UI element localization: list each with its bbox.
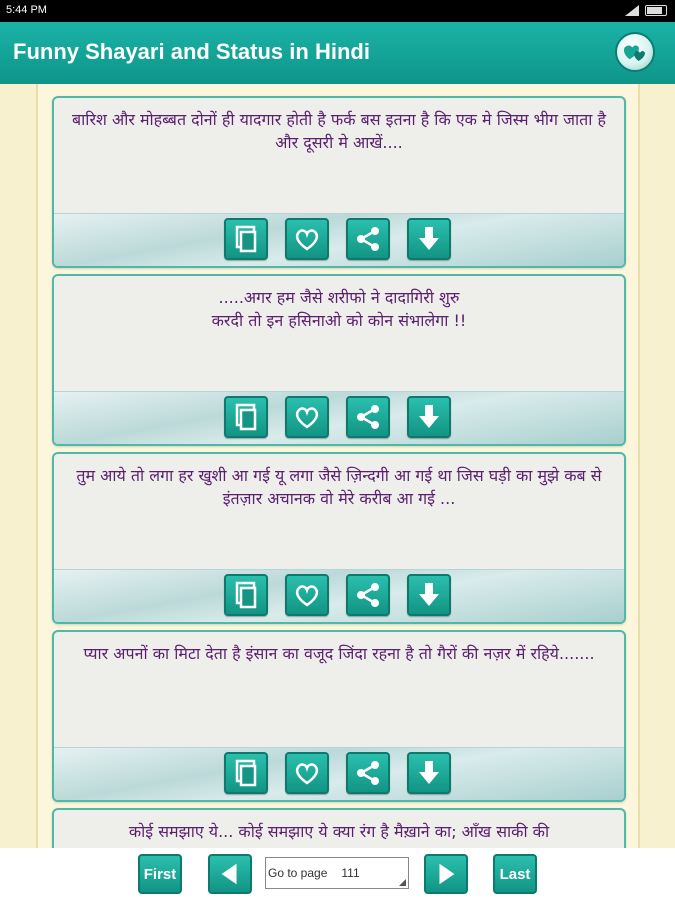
card-action-bar bbox=[54, 569, 624, 622]
shayari-card bbox=[52, 808, 626, 848]
download-button[interactable] bbox=[407, 396, 451, 438]
favorite-button[interactable] bbox=[285, 218, 329, 260]
download-icon bbox=[414, 758, 444, 788]
download-icon bbox=[414, 402, 444, 432]
app-title: Funny Shayari and Status in Hindi bbox=[13, 39, 370, 64]
copy-icon bbox=[231, 758, 261, 788]
last-page-button[interactable] bbox=[493, 854, 537, 894]
next-page-button[interactable] bbox=[424, 854, 468, 894]
shayari-text: प्यार अपनों का मिटा देता है इंसान का वजूद जिंदा रहना है तो गैरों की नज़र में रहिये....... bbox=[83, 644, 595, 663]
status-time: 5:44 PM bbox=[6, 4, 47, 16]
copy-button[interactable] bbox=[224, 574, 268, 616]
share-icon bbox=[353, 224, 383, 254]
copy-icon bbox=[231, 402, 261, 432]
goto-page-value: 111 bbox=[341, 866, 360, 880]
copy-button[interactable] bbox=[224, 218, 268, 260]
card-action-bar bbox=[54, 391, 624, 444]
share-button[interactable] bbox=[346, 396, 390, 438]
download-button[interactable] bbox=[407, 218, 451, 260]
shayari-text: कोई समझाए ये... कोई समझाए ये क्या रंग है मैख़ाने का; आँख साकी की bbox=[128, 822, 550, 841]
download-icon bbox=[414, 580, 444, 610]
last-page-label: Last bbox=[499, 865, 531, 883]
signal-icon bbox=[625, 5, 639, 16]
card-action-bar bbox=[54, 747, 624, 800]
download-button[interactable] bbox=[407, 752, 451, 794]
download-icon bbox=[414, 224, 444, 254]
download-button[interactable] bbox=[407, 574, 451, 616]
arrow-left-icon bbox=[216, 860, 244, 888]
previous-page-button[interactable] bbox=[208, 854, 252, 894]
share-icon bbox=[353, 402, 383, 432]
first-page-button[interactable] bbox=[138, 854, 182, 894]
share-button[interactable] bbox=[346, 752, 390, 794]
shayari-card bbox=[52, 274, 626, 446]
status-bar bbox=[0, 0, 675, 22]
goto-page-label: Go to page bbox=[268, 866, 328, 880]
share-button[interactable] bbox=[346, 218, 390, 260]
shayari-text: तुम आये तो लगा हर खुशी आ गई यू लगा जैसे ज़िन्दगी आ गई था जिस घड़ी का मुझे कब से इंतज़ार अचानक वो मेरे करीब आ गई ... bbox=[76, 466, 602, 508]
copy-button[interactable] bbox=[224, 752, 268, 794]
arrow-right-icon bbox=[432, 860, 460, 888]
shayari-text: .....अगर हम जैसे शरीफो ने दादागिरी शुरु करदी तो इन हसिनाओ को कोन संभालेगा !! bbox=[211, 288, 467, 330]
hearts-logo-icon[interactable] bbox=[615, 32, 655, 72]
app-bar bbox=[0, 22, 675, 85]
resize-corner-icon bbox=[399, 879, 406, 886]
favorite-heart-icon bbox=[292, 580, 322, 610]
favorite-heart-icon bbox=[292, 402, 322, 432]
share-button[interactable] bbox=[346, 574, 390, 616]
goto-page-input[interactable] bbox=[265, 857, 409, 889]
copy-icon bbox=[231, 224, 261, 254]
copy-icon bbox=[231, 580, 261, 610]
system-icons bbox=[625, 5, 667, 16]
shayari-card bbox=[52, 452, 626, 624]
shayari-text: बारिश और मोहब्बत दोनों ही यादगार होती है फर्क बस इतना है कि एक मे जिस्म भीग जाता है और दूसरी मे आखें.... bbox=[72, 110, 606, 152]
shayari-card bbox=[52, 96, 626, 268]
shayari-card bbox=[52, 630, 626, 802]
pager-bar bbox=[0, 848, 675, 900]
favorite-heart-icon bbox=[292, 758, 322, 788]
copy-button[interactable] bbox=[224, 396, 268, 438]
favorite-heart-icon bbox=[292, 224, 322, 254]
favorite-button[interactable] bbox=[285, 396, 329, 438]
share-icon bbox=[353, 580, 383, 610]
first-page-label: First bbox=[143, 865, 177, 883]
favorite-button[interactable] bbox=[285, 752, 329, 794]
shayari-list[interactable] bbox=[0, 84, 675, 848]
favorite-button[interactable] bbox=[285, 574, 329, 616]
card-action-bar bbox=[54, 213, 624, 266]
share-icon bbox=[353, 758, 383, 788]
battery-icon bbox=[645, 5, 667, 16]
